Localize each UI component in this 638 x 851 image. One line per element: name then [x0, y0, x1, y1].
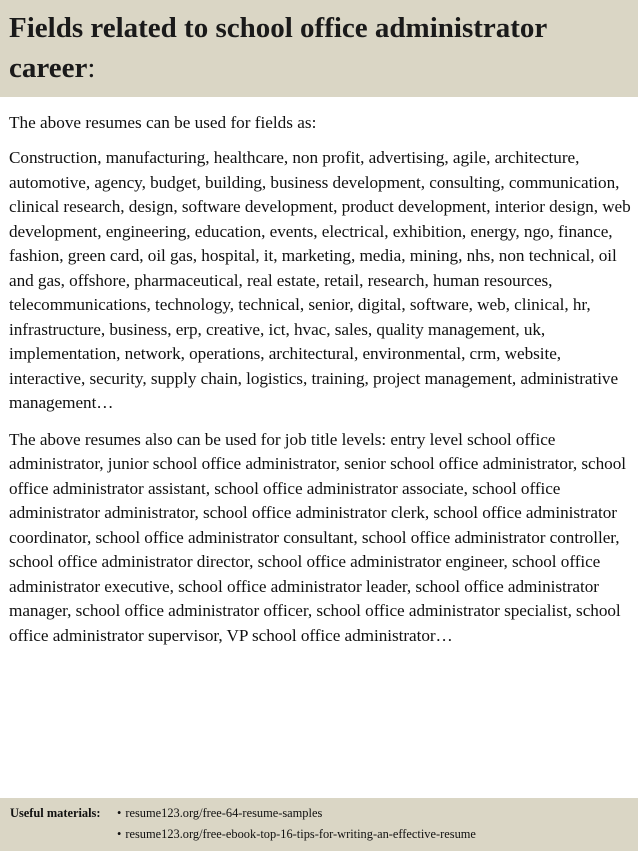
job-levels-paragraph: The above resumes also can be used for job title levels: entry level school office administrator, junior school office administrator, senior school office administrator, school office administrator assistant, school office administrator associate, school office administrator administrator, school office administrator clerk, school office administrator coordinator, school office administrator consultant, school office administrator controller, school office administrator director, school office administrator engineer, school office administrator executive, school office administrator leader, school office administrator manager, school office administrator officer, school office administrator specialist, school office administrator supervisor, VP school office administrator…: [9, 429, 626, 645]
resource-link-resume-samples[interactable]: resume123.org/free-64-resume-samples: [125, 806, 323, 820]
useful-materials-label-text: Useful materials: [10, 806, 97, 820]
bullet-icon: •: [117, 827, 122, 841]
useful-materials-label-colon: :: [96, 806, 101, 820]
resource-link-ebook-tips[interactable]: resume123.org/free-ebook-top-16-tips-for-writing-an-effective-resume: [125, 827, 476, 841]
page-title-text: Fields related to school office administrator career: [9, 12, 547, 84]
page-title: [9, 8, 628, 88]
footer-spacer: [10, 824, 117, 845]
title-band: [0, 0, 638, 97]
footer-row-1: [10, 803, 638, 824]
footer: [0, 798, 638, 851]
page-title-colon: :: [87, 52, 96, 84]
intro-text: The above resumes can be used for fields as:: [9, 113, 317, 132]
main-content: [9, 112, 631, 648]
fields-paragraph: Construction, manufacturing, healthcare, non profit, advertising, agile, architecture, automotive, agency, budget, building, business development, consulting, communication, clinical research, design, software development, product development, interior design, web development, engineering, education, events, electrical, exhibition, energy, ngo, finance, fashion, green card, oil gas, hospital, it, marketing, media, mining, nhs, non technical, oil and gas, offshore, pharmaceutical, real estate, retail, research, human resources, telecommunications, technology, technical, senior, digital, software, web, clinical, hr, infrastructure, business, erp, creative, ict, hvac, sales, quality management, uk, implementation, network, operations, architectural, environmental, crm, website, interactive, security, supply chain, logistics, training, project management, administrative management…: [9, 148, 631, 412]
bullet-icon: •: [117, 806, 122, 820]
useful-materials-label: [10, 803, 117, 824]
footer-row-2: [10, 824, 638, 845]
